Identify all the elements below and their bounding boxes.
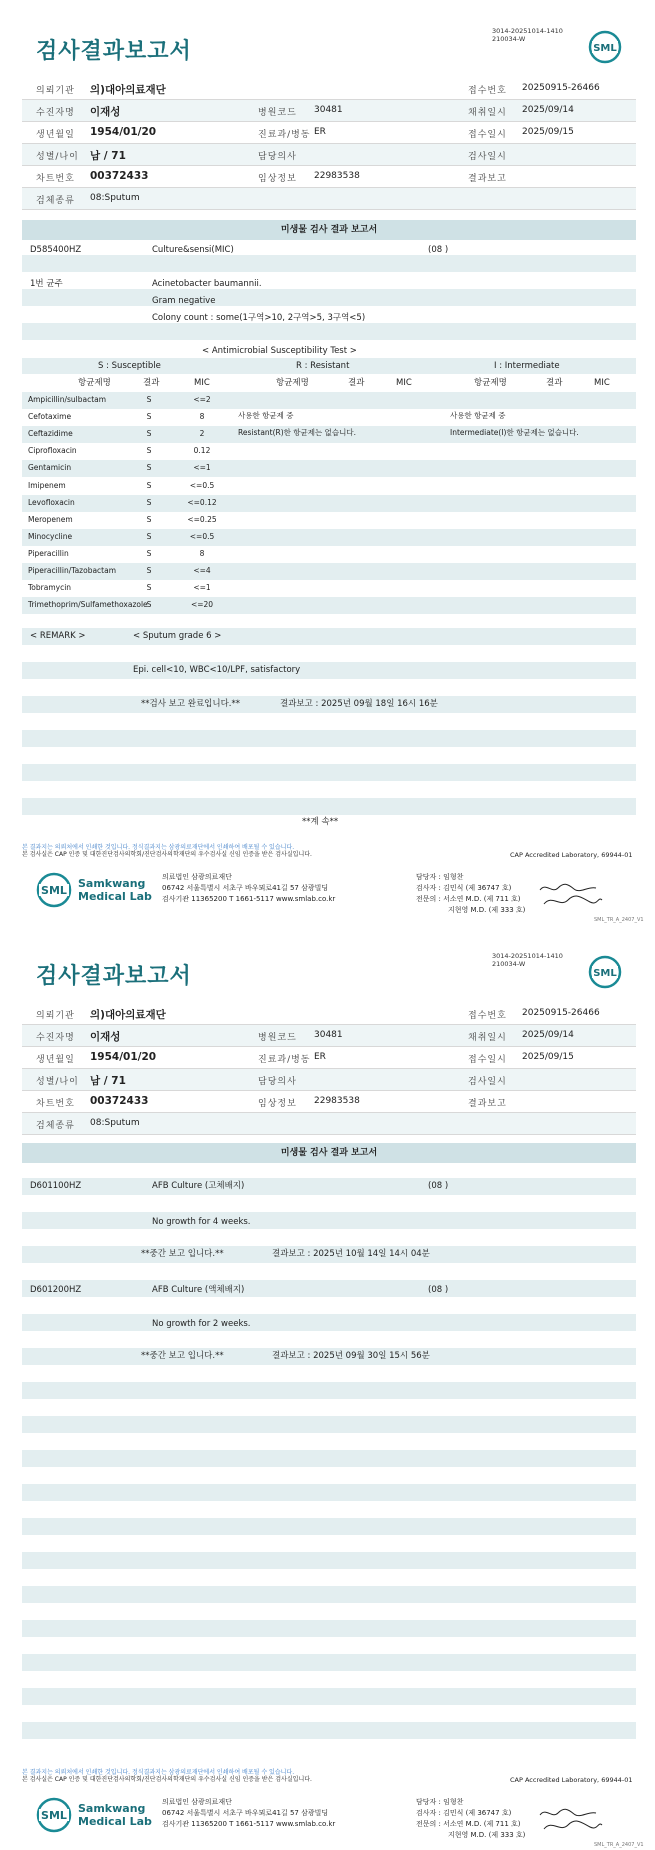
drug-name: Levofloxacin — [28, 497, 75, 507]
resistant-note-2: Resistant(R)한 항균제는 없습니다. — [238, 428, 357, 437]
row-band — [22, 730, 636, 747]
manager: 담당자 : 임형찬 — [416, 873, 464, 881]
row-band — [22, 1722, 636, 1739]
sml-logo-icon — [588, 955, 622, 989]
col-mic: MIC — [396, 378, 412, 388]
specialist-1: 전문의 : 서소연 M.D. (제 711 호) — [416, 1820, 521, 1828]
row-band — [22, 1178, 636, 1195]
report-time: 결과보고 : 2025년 10월 14일 14시 04분 — [272, 1249, 430, 1259]
drug-name: Ampicillin/sulbactam — [28, 395, 107, 404]
birth-label: 생년월일 — [36, 1055, 75, 1065]
sex-age-value: 남 / 71 — [90, 150, 126, 162]
drug-name: Meropenem — [28, 514, 73, 524]
drug-name: Imipenem — [28, 480, 66, 490]
receipt-date-label: 접수일시 — [468, 130, 507, 140]
drug-mic: 8 — [199, 412, 205, 422]
doctor-label: 담당의사 — [258, 152, 297, 162]
drug-result: S — [146, 463, 152, 473]
brand-name — [78, 877, 152, 903]
row-band — [22, 1280, 636, 1297]
signature-icon — [538, 880, 604, 910]
row-band — [22, 1484, 636, 1501]
report-label: 결과보고 — [468, 174, 507, 184]
row-band — [22, 1382, 636, 1399]
remark-text: Epi. cell<10, WBC<10/LPF, satisfactory — [133, 665, 301, 675]
info-row — [22, 144, 636, 166]
col-result: 결과 — [348, 378, 365, 388]
birth-value: 1954/01/20 — [90, 126, 157, 138]
lab-org: 의료법인 삼광의료재단 — [162, 873, 232, 881]
document-code — [492, 27, 563, 43]
receipt-date-value: 2025/09/15 — [522, 127, 574, 137]
collect-date-label: 채취일시 — [468, 108, 507, 118]
drug-mic: <=0.25 — [187, 514, 217, 524]
test-name: Culture&sensi(MIC) — [152, 245, 234, 255]
test-code: D601100HZ — [30, 1181, 82, 1191]
lab-info — [162, 872, 335, 905]
signers — [416, 1797, 525, 1841]
specialist-1: 전문의 : 서소연 M.D. (제 711 호) — [416, 895, 521, 903]
col-drug: 항균제명 — [276, 378, 309, 388]
test-date-label: 검사일시 — [468, 152, 507, 162]
receipt-no-label: 접수번호 — [468, 1011, 507, 1021]
row-band — [22, 1688, 636, 1705]
drug-mic: 0.12 — [193, 446, 211, 456]
specialist-2: 지현영 M.D. (제 333 호) — [448, 906, 526, 914]
info-row — [22, 1069, 636, 1091]
page-title: 검사결과보고서 — [36, 39, 192, 64]
receipt-no-value: 20250915-26466 — [522, 1008, 600, 1018]
intermediate-note-2: Intermediate(I)한 항균제는 없습니다. — [450, 428, 579, 437]
hospital-code-value: 30481 — [314, 105, 343, 115]
drug-mic: <=0.5 — [189, 480, 215, 490]
row-band — [22, 495, 636, 512]
row-band — [22, 1314, 636, 1331]
row-band — [22, 1552, 636, 1569]
chart-label: 차트번호 — [36, 1099, 75, 1109]
birth-value: 1954/01/20 — [90, 1051, 157, 1063]
patient-label: 수진자명 — [36, 1033, 75, 1043]
col-result: 결과 — [546, 378, 563, 388]
colony-count: Colony count : some(1구역>10, 2구역>5, 3구역<5) — [152, 313, 366, 323]
row-band — [22, 460, 636, 477]
gram-stain: Gram negative — [152, 296, 216, 306]
row-band — [22, 764, 636, 781]
info-row — [22, 1091, 636, 1113]
col-mic: MIC — [594, 378, 610, 388]
dept-label: 진료과/병동 — [258, 1055, 311, 1065]
clinical-label: 임상정보 — [258, 174, 297, 184]
logo-text: SML — [593, 968, 617, 979]
institution-value: 의)대아의료재단 — [90, 84, 166, 96]
test-result: No growth for 4 weeks. — [152, 1217, 251, 1227]
sex-age-value: 남 / 71 — [90, 1075, 126, 1087]
resistant-note-1: 사용한 항균제 중 — [238, 411, 294, 420]
drug-result: S — [146, 531, 152, 541]
lab-contact: 검사기관 11365200 T 1661-5117 www.smlab.co.kr — [162, 1820, 336, 1828]
receipt-no-value: 20250915-26466 — [522, 83, 600, 93]
drug-name: Ciprofloxacin — [28, 446, 77, 456]
tester: 검사자 : 김민식 (제 36747 호) — [416, 1809, 512, 1817]
hospital-code-value: 30481 — [314, 1030, 343, 1040]
signature-icon — [538, 1805, 604, 1835]
footer-note-1: 본 결과지는 의뢰처에서 인쇄한 것입니다. 정식결과지는 삼광의료재단에서 인쇄하여 배포될 수 있습니다. — [22, 844, 295, 851]
legend-resistant: R : Resistant — [296, 361, 350, 371]
patient-info-table — [22, 78, 636, 210]
tester: 검사자 : 김민식 (제 36747 호) — [416, 884, 512, 892]
drug-name: Ceftazidime — [28, 429, 73, 439]
drug-result: S — [146, 395, 152, 404]
row-band — [22, 1586, 636, 1603]
lab-org: 의료법인 삼광의료재단 — [162, 1798, 232, 1806]
footer-note-2: 본 검사실은 CAP 인증 및 대한진단검사의학회/진단검사의학재단의 우수검사실 신임 인증을 받은 검사실입니다. — [22, 851, 312, 858]
section-title: 미생물 검사 결과 보고서 — [22, 220, 636, 240]
sml-logo-icon — [36, 872, 72, 908]
col-drug: 항균제명 — [78, 378, 111, 388]
info-row — [22, 166, 636, 188]
info-row — [22, 122, 636, 144]
info-row — [22, 1047, 636, 1069]
drug-result: S — [146, 497, 152, 507]
drug-result: S — [146, 429, 152, 439]
specimen-label: 검체종류 — [36, 196, 75, 206]
legend-susceptible: S : Susceptible — [98, 361, 161, 371]
brand-name — [78, 1802, 152, 1828]
hospital-code-label: 병원코드 — [258, 1033, 297, 1043]
specimen-value: 08:Sputum — [90, 1118, 140, 1128]
row-band — [22, 1450, 636, 1467]
test-name: AFB Culture (액체배지) — [152, 1285, 245, 1295]
drug-name: Gentamicin — [28, 463, 72, 473]
legend-intermediate: I : Intermediate — [494, 361, 560, 371]
row-band — [22, 289, 636, 306]
drug-result: S — [146, 412, 152, 422]
patient-info-table — [22, 1003, 636, 1135]
document-code-line: 210034-W — [492, 35, 526, 43]
drug-name: Piperacillin — [28, 548, 69, 558]
clinical-label: 임상정보 — [258, 1099, 297, 1109]
brand-line-1: Samkwang — [78, 1802, 146, 1815]
footer-note — [22, 1769, 312, 1783]
info-row — [22, 78, 636, 100]
chart-label: 차트번호 — [36, 174, 75, 184]
report-time: 결과보고 : 2025년 09월 30일 15시 56분 — [272, 1351, 430, 1361]
lab-info — [162, 1797, 335, 1830]
form-code: SML_TR_A_2407_V1 — [594, 1842, 644, 1848]
specialist-2: 지현영 M.D. (제 333 호) — [448, 1831, 526, 1839]
drug-name: Tobramycin — [28, 583, 72, 593]
lab-address: 06742 서울특별시 서초구 바우뫼로41길 57 삼광빌딩 — [162, 884, 329, 892]
collect-date-value: 2025/09/14 — [522, 1030, 574, 1040]
chart-value: 00372433 — [90, 170, 149, 182]
patient-label: 수진자명 — [36, 108, 75, 118]
drug-mic: <=2 — [193, 395, 211, 404]
receipt-date-label: 접수일시 — [468, 1055, 507, 1065]
report-page-2 — [0, 925, 655, 1850]
drug-mic: <=0.5 — [189, 531, 215, 541]
chart-value: 00372433 — [90, 1095, 149, 1107]
row-band — [22, 1654, 636, 1671]
institution-value: 의)대아의료재단 — [90, 1009, 166, 1021]
footer-note-1: 본 결과지는 의뢰처에서 인쇄한 것입니다. 정식결과지는 삼광의료재단에서 인쇄하여 배포될 수 있습니다. — [22, 1769, 295, 1776]
dept-value: ER — [314, 1052, 326, 1062]
drug-name: Piperacillin/Tazobactam — [28, 566, 117, 575]
sml-logo-icon — [588, 30, 622, 64]
drug-result: S — [146, 548, 152, 558]
info-row — [22, 100, 636, 122]
row-band — [22, 1518, 636, 1535]
row-band — [22, 1416, 636, 1433]
info-row — [22, 188, 636, 210]
remark-grade: < Sputum grade 6 > — [133, 631, 222, 641]
sex-age-label: 성별/나이 — [36, 1077, 79, 1087]
row-band — [22, 798, 636, 815]
report-status: **중간 보고 입니다.** — [141, 1351, 224, 1361]
info-row — [22, 1003, 636, 1025]
specimen-label: 검체종류 — [36, 1121, 75, 1131]
info-row — [22, 1113, 636, 1135]
row-band — [22, 392, 636, 409]
document-code-line: 3014-20251014-1410 — [492, 27, 563, 35]
row-band — [22, 1620, 636, 1637]
sml-logo-icon — [36, 1797, 72, 1833]
logo-text: SML — [41, 884, 67, 897]
test-code: D601200HZ — [30, 1285, 82, 1295]
test-code: D585400HZ — [30, 245, 82, 255]
patient-value: 이재성 — [90, 1031, 121, 1043]
test-date-label: 검사일시 — [468, 1077, 507, 1087]
report-time: 결과보고 : 2025년 09월 18일 16시 16분 — [280, 699, 438, 709]
collect-date-value: 2025/09/14 — [522, 105, 574, 115]
drug-result: S — [146, 446, 152, 456]
brand-line-2: Medical Lab — [78, 890, 152, 903]
drug-mic: <=1 — [193, 463, 211, 473]
drug-mic: 2 — [199, 429, 205, 439]
page-title: 검사결과보고서 — [36, 964, 192, 989]
document-code — [492, 952, 563, 968]
cap-accreditation: CAP Accredited Laboratory, 69944-01 — [510, 1776, 633, 1784]
organism-label: 1번 균주 — [30, 279, 63, 289]
form-code: SML_TR_A_2407_V1 — [594, 917, 644, 923]
patient-value: 이재성 — [90, 106, 121, 118]
dept-label: 진료과/병동 — [258, 130, 311, 140]
row-band — [22, 255, 636, 272]
col-mic: MIC — [194, 378, 210, 388]
drug-mic: 8 — [199, 548, 205, 558]
drug-result: S — [146, 600, 152, 610]
row-band — [22, 529, 636, 546]
col-result: 결과 — [143, 378, 160, 388]
continue-mark: **계 속** — [302, 817, 339, 827]
receipt-date-value: 2025/09/15 — [522, 1052, 574, 1062]
signers — [416, 872, 525, 916]
test-paren: (08 ) — [428, 245, 449, 255]
brand-line-2: Medical Lab — [78, 1815, 152, 1828]
document-code-line: 3014-20251014-1410 — [492, 952, 563, 960]
drug-result: S — [146, 566, 152, 575]
report-label: 결과보고 — [468, 1099, 507, 1109]
cap-accreditation: CAP Accredited Laboratory, 69944-01 — [510, 851, 633, 859]
collect-date-label: 채취일시 — [468, 1033, 507, 1043]
brand-line-1: Samkwang — [78, 877, 146, 890]
test-result: No growth for 2 weeks. — [152, 1319, 251, 1329]
institution-label: 의뢰기관 — [36, 86, 75, 96]
hospital-code-label: 병원코드 — [258, 108, 297, 118]
test-paren: (08 ) — [428, 1181, 449, 1191]
birth-label: 생년월일 — [36, 130, 75, 140]
drug-mic: <=1 — [193, 583, 211, 593]
drug-result: S — [146, 514, 152, 524]
drug-name: Cefotaxime — [28, 412, 72, 422]
organism-name: Acinetobacter baumannii. — [152, 279, 262, 289]
logo-text: SML — [593, 43, 617, 54]
intermediate-note-1: 사용한 항균제 중 — [450, 411, 506, 420]
footer-note — [22, 844, 312, 858]
drug-result: S — [146, 480, 152, 490]
test-name: AFB Culture (고체배지) — [152, 1181, 245, 1191]
remark-label: < REMARK > — [30, 631, 86, 641]
clinical-value: 22983538 — [314, 1096, 360, 1106]
dept-value: ER — [314, 127, 326, 137]
info-row — [22, 1025, 636, 1047]
drug-name: Trimethoprim/Sulfamethoxazole — [28, 600, 148, 610]
ast-title: < Antimicrobial Susceptibility Test > — [202, 346, 357, 356]
receipt-no-label: 접수번호 — [468, 86, 507, 96]
row-band — [22, 662, 636, 679]
specimen-value: 08:Sputum — [90, 193, 140, 203]
report-status: **중간 보고 입니다.** — [141, 1249, 224, 1259]
row-band — [22, 1212, 636, 1229]
drug-mic: <=4 — [193, 566, 211, 575]
test-paren: (08 ) — [428, 1285, 449, 1295]
doctor-label: 담당의사 — [258, 1077, 297, 1087]
institution-label: 의뢰기관 — [36, 1011, 75, 1021]
manager: 담당자 : 임형찬 — [416, 1798, 464, 1806]
lab-contact: 검사기관 11365200 T 1661-5117 www.smlab.co.kr — [162, 895, 336, 903]
document-code-line: 210034-W — [492, 960, 526, 968]
logo-text: SML — [41, 1809, 67, 1822]
report-status: **검사 보고 완료입니다.** — [141, 699, 241, 709]
row-band — [22, 323, 636, 340]
drug-mic: <=0.12 — [187, 497, 217, 507]
drug-mic: <=20 — [190, 600, 214, 610]
drug-name: Minocycline — [28, 531, 73, 541]
footer-note-2: 본 검사실은 CAP 인증 및 대한진단검사의학회/진단검사의학재단의 우수검사실 신임 인증을 받은 검사실입니다. — [22, 1776, 312, 1783]
clinical-value: 22983538 — [314, 171, 360, 181]
row-band — [22, 628, 636, 645]
col-drug: 항균제명 — [474, 378, 507, 388]
drug-result: S — [146, 583, 152, 593]
section-title: 미생물 검사 결과 보고서 — [22, 1143, 636, 1163]
lab-address: 06742 서울특별시 서초구 바우뫼로41길 57 삼광빌딩 — [162, 1809, 329, 1817]
sex-age-label: 성별/나이 — [36, 152, 79, 162]
